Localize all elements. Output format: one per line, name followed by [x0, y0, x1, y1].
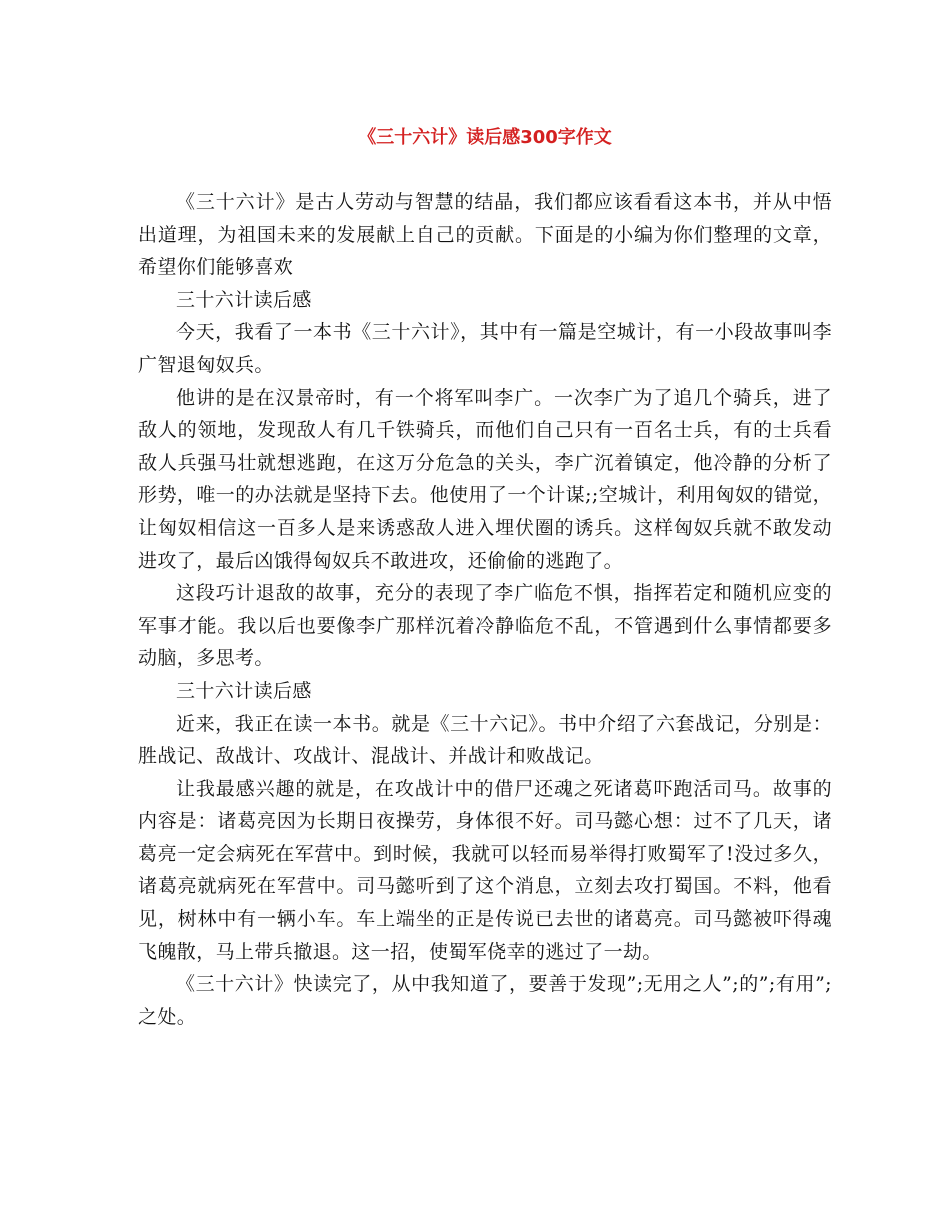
paragraph: 他讲的是在汉景帝时，有一个将军叫李广。一次李广为了追几个骑兵，进了敌人的领地，发现敌人有几千铁骑兵，而他们自己只有一百名士兵，有的士兵看敌人兵强马壮就想逃跑，在这万分危急的关头，李广沉着镇定，他冷静的分析了形势，唯一的办法就是坚持下去。他使用了一个计谋;;空城计，利用匈奴的错觉，让匈奴相信这一百多人是来诱惑敌人进入埋伏圈的诱兵。这样匈奴兵就不敢发动进攻了，最后凶饿得匈奴兵不敢进攻，还偷偷的逃跑了。	[138, 386, 832, 572]
paragraph-conclusion: 《三十六计》快读完了，从中我知道了，要善于发现”;无用之人”;的”;有用”;之处。	[138, 973, 832, 1028]
paragraph: 今天，我看了一本书《三十六计》，其中有一篇是空城计，有一小段故事叫李广智退匈奴兵。	[138, 321, 832, 376]
paragraph: 让我最感兴趣的就是，在攻战计中的借尸还魂之死诸葛吓跑活司马。故事的内容是：诸葛亮因为长期日夜操劳，身体很不好。司马懿心想：过不了几天，诸葛亮一定会病死在军营中。到时候，我就可以轻而易举得打败蜀军了!没过多久，诸葛亮就病死在军营中。司马懿听到了这个消息，立刻去攻打蜀国。不料，他看见，树林中有一辆小车。车上端坐的正是传说已去世的诸葛亮。司马懿被吓得魂飞魄散，马上带兵撤退。这一招，使蜀军侥幸的逃过了一劫。	[138, 777, 832, 963]
section-heading: 三十六计读后感	[176, 288, 312, 311]
document-title: 《三十六计》读后感300字作文	[358, 127, 612, 148]
paragraph: 这段巧计退敌的故事，充分的表现了李广临危不惧，指挥若定和随机应变的军事才能。我以后也要像李广那样沉着冷静临危不乱，不管遇到什么事情都要多动脑，多思考。	[138, 582, 832, 670]
paragraph-intro: 《三十六计》是古人劳动与智慧的结晶，我们都应该看看这本书，并从中悟出道理，为祖国未来的发展献上自己的贡献。下面是的小编为你们整理的文章，希望你们能够喜欢	[138, 191, 832, 279]
document-body	[138, 186, 832, 1033]
section-heading: 三十六计读后感	[176, 679, 312, 702]
paragraph: 近来，我正在读一本书。就是《三十六记》。书中介绍了六套战记，分别是：胜战记、敌战计、攻战计、混战计、并战计和败战记。	[138, 712, 832, 768]
